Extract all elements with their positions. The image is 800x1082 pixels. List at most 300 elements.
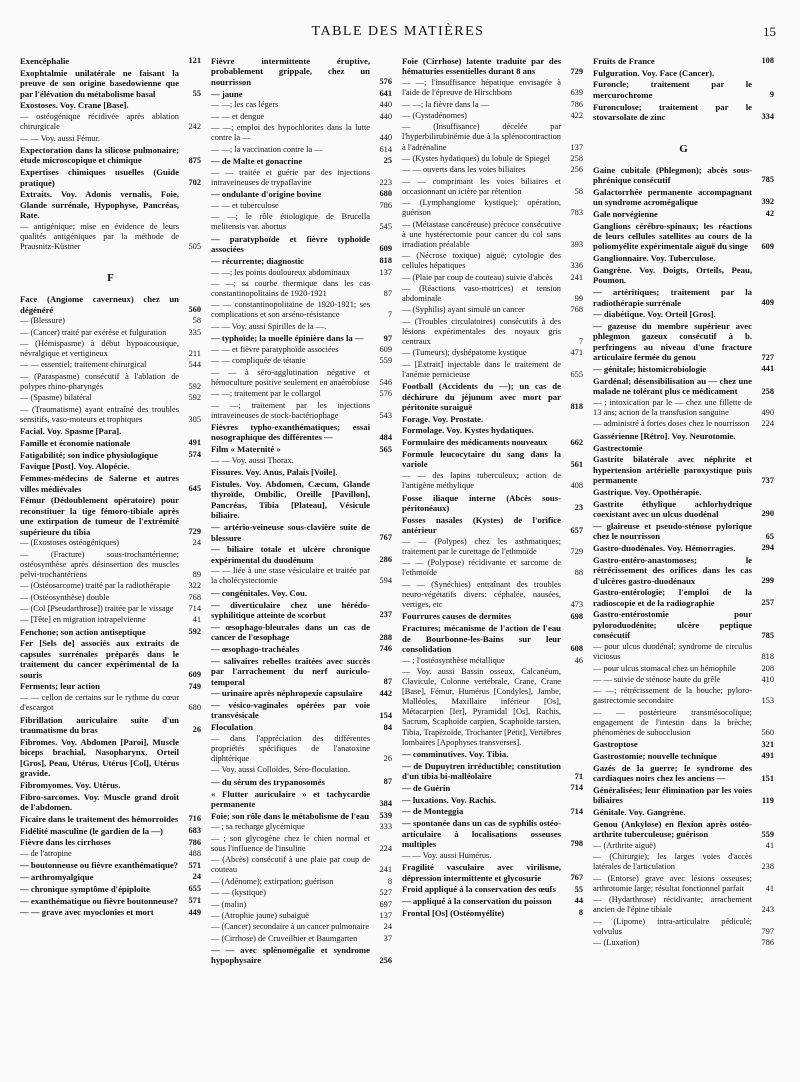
entry-text: Gastro-duodénales. Voy. Hémorragies. [593, 542, 736, 553]
entry-page: 785 [761, 175, 774, 185]
entry-text: Ganglionnaire. Voy. Tuberculose. [593, 253, 716, 264]
entry-page: 544 [188, 360, 201, 370]
entry-text: — récurrente; diagnostic [211, 255, 304, 266]
entry-text: — (Kystes hydatiques) du lobule de Spiegel [402, 153, 550, 163]
index-entry [211, 234, 392, 255]
index-entry [593, 852, 774, 872]
entry-page: 8 [387, 876, 392, 886]
entry-text: — (Abcès) consécutif à une plaie par coup de couteau [211, 855, 370, 875]
index-entry [211, 168, 392, 188]
entry-text: — diverticulaire chez une hérédo-syphilitique atteinte de scorbut [211, 599, 370, 621]
entry-page: 25 [383, 156, 392, 166]
index-column-1 [20, 56, 201, 1064]
entry-text: Floculation [211, 722, 253, 733]
index-entry [402, 884, 583, 894]
entry-text: Ferments; leur action [20, 681, 100, 692]
entry-page: 818 [379, 256, 392, 266]
entry-text: — (Cystadénomes) [402, 111, 467, 120]
entry-text: Fruits de France [593, 56, 655, 66]
entry-text: — Voy. aussi Colloïdes, Séro-floculation. [211, 765, 350, 775]
index-entry [211, 588, 392, 598]
index-entry [20, 627, 201, 637]
entry-page: 473 [570, 599, 583, 609]
index-entry [20, 837, 201, 847]
entry-page: 243 [761, 905, 774, 915]
index-entry [211, 700, 392, 721]
entry-text: — — (Polypes) chez les asthmatiques; traitement par le curettage de l'ethmoïde [402, 536, 561, 556]
index-entry [20, 405, 201, 425]
index-entry [402, 78, 583, 98]
entry-page: 37 [383, 933, 392, 943]
index-entry [211, 467, 392, 477]
entry-page: 224 [379, 843, 392, 853]
index-entry [20, 473, 201, 494]
index-entry [211, 566, 392, 586]
index-entry [20, 550, 201, 580]
index-entry [402, 100, 583, 110]
index-entry [211, 688, 392, 698]
entry-text: — de l'atropine [20, 848, 72, 858]
entry-page: 571 [188, 895, 201, 905]
section-letter: F [107, 272, 114, 285]
index-entry [593, 376, 774, 397]
index-entry [593, 807, 774, 817]
entry-page: 576 [379, 77, 392, 87]
entry-text: — administré à fortes doses chez le nourrisson [593, 419, 750, 429]
entry-page: 334 [761, 112, 774, 122]
entry-text: Gazés de la guerre; le syndrome des cardiaques noirs chez les anciens — [593, 762, 752, 784]
entry-text: — de Malte et gonacrine [211, 155, 303, 166]
index-entry [402, 437, 583, 447]
index-entry [593, 841, 774, 851]
entry-text: — salivaires rebelles traitées avec succès par l'arrachement du nerf auriculo-temporal [211, 655, 370, 687]
entry-text: Généralisées; leur élimination par les voies biliaires [593, 784, 752, 806]
entry-text: Fidélité masculine (le gardien de la —) [20, 825, 163, 836]
index-entry [211, 911, 392, 921]
entry-page: 242 [188, 122, 201, 132]
entry-text: — (Arthrite aiguë) [593, 840, 656, 850]
entry-text: Gangrène. Voy. Doigts, Orteils, Peau, Poumon. [593, 264, 752, 286]
entry-text: Fulguration. Voy. Face (Cancer). [593, 67, 715, 78]
entry-text: — chronique symptôme d'épiploïte [20, 883, 150, 894]
entry-text: Gastrostomie; nouvelle technique [593, 751, 717, 761]
entry-page: 87 [383, 777, 392, 787]
entry-page: 41 [765, 883, 774, 893]
entry-text: — — ouverts dans les voies biliaires [402, 165, 526, 175]
entry-page: 7 [578, 336, 583, 346]
entry-text: — pour ulcus duodénal; syndrome de circulus viciosus [593, 642, 752, 662]
index-entry [593, 265, 774, 286]
entry-page: 609 [379, 344, 392, 354]
entry-text: Gastrique. Voy. Opothérapie. [593, 486, 702, 497]
entry-text: Furoncle; traitement par le mercurochrome [593, 79, 752, 100]
entry-text: Face (Angiome caverneux) chez un dégénéré [20, 294, 179, 315]
index-entry [593, 443, 774, 453]
index-entry [402, 220, 583, 250]
entry-page: 491 [188, 438, 201, 448]
entry-text: — boutonneuse ou fièvre exanthématique? [20, 860, 179, 871]
entry-page: 288 [379, 632, 392, 642]
entry-text: Gale norvégienne [593, 208, 658, 219]
entry-text: — ; sa recharge glycémique [211, 822, 305, 832]
entry-text: — (Tumeurs); dyshépatome kystique [402, 348, 527, 358]
entry-text: — [Extrait] injectable dans le traitement de l'anémie pernicieuse [402, 359, 561, 379]
index-entry [593, 686, 774, 706]
index-entry [211, 300, 392, 320]
index-entry [20, 884, 201, 894]
entry-page: 608 [570, 644, 583, 654]
entry-text: — (Ostéosynthèse) double [20, 592, 110, 602]
index-entry [211, 112, 392, 122]
index-entry [211, 877, 392, 887]
index-entry [20, 593, 201, 603]
entry-text: Fibromes. Voy. Abdomen [Paroi], Muscle biceps brachial, Nasopharynx, Orteil [Gros], Peau, Utérus, Utérus [Col], Utérus gravide. [20, 736, 179, 779]
entry-page: 545 [379, 222, 392, 232]
entry-text: Gastrite éthylique achlorhydrique coexistant avec un ulcus duodénal [593, 498, 752, 520]
entry-page: 286 [379, 555, 392, 565]
entry-text: — paratyphoïde et fièvre typhoïde associées [211, 233, 370, 255]
index-entry [211, 479, 392, 521]
index-entry [20, 681, 201, 691]
entry-text: — biliaire totale et ulcère chronique expérimental du duodénum [211, 544, 370, 565]
index-entry [211, 145, 392, 155]
index-entry [211, 189, 392, 199]
index-entry [211, 922, 392, 932]
index-entry [593, 521, 774, 542]
entry-text: — (Cancer) traité par exérèse et fulguration [20, 327, 167, 337]
entry-page: 137 [379, 267, 392, 277]
index-entry [20, 715, 201, 736]
index-entry [593, 543, 774, 553]
entry-page: 241 [379, 865, 392, 875]
entry-page: 768 [570, 305, 583, 315]
index-entry [593, 895, 774, 915]
entry-page: 818 [761, 652, 774, 662]
index-entry [211, 811, 392, 821]
entry-text: — —; le rôle étiologique de Brucella melitensis var. abortus [211, 212, 370, 232]
index-entry [402, 317, 583, 347]
entry-text: — (Lymphangiome kystique); opération, guérison [402, 198, 561, 218]
entry-text: Extraits. Voy. Adonis vernalis, Foie, Glande surrénale, Hypophyse, Pancréas, Rate. [20, 189, 179, 221]
index-entry [593, 165, 774, 186]
index-entry [211, 934, 392, 944]
index-entry [593, 664, 774, 674]
entry-text: — — grave avec myoclonies et mort [20, 907, 154, 918]
entry-page: 393 [570, 239, 583, 249]
entry-page: 384 [379, 799, 392, 809]
entry-page: 505 [188, 242, 201, 252]
entry-page: 527 [379, 888, 392, 898]
entry-text: — (Chirurgie); les larges voies d'accès latérales de l'articulation [593, 852, 752, 872]
index-entry [211, 544, 392, 565]
entry-text: — du sérum des trypanosomés [211, 776, 325, 787]
index-entry [402, 471, 583, 491]
entry-text: — — constantinopolitaine de 1920-1921; ses complications et son arséno-résistance [211, 300, 370, 320]
entry-text: Ganglions cérébro-spinaux; les réactions de leurs cellules satellites au cours de la poliomyélite expérimentale aiguë du singe [593, 220, 752, 252]
entry-page: 58 [192, 316, 201, 326]
entry-page: 488 [188, 848, 201, 858]
index-entry [20, 294, 201, 315]
index-entry [402, 749, 583, 759]
entry-page: 614 [379, 144, 392, 154]
index-entry [593, 917, 774, 937]
entry-page: 24 [192, 538, 201, 548]
entry-page: 727 [761, 352, 774, 362]
entry-text: — luxations. Voy. Rachis. [402, 794, 497, 805]
index-entry [402, 122, 583, 152]
index-entry [402, 783, 583, 793]
entry-text: « Flutter auriculaire » et tachycardie permanente [211, 788, 370, 809]
entry-page: 87 [383, 289, 392, 299]
entry-text: — diabétique. Voy. Orteil [Gros]. [593, 309, 716, 320]
entry-page: 471 [570, 348, 583, 358]
index-entry [20, 112, 201, 132]
index-entry [402, 381, 583, 412]
entry-text: — (Ostéosarcome) traité par la radiothérapie [20, 581, 170, 591]
entry-page: 211 [188, 349, 201, 359]
entry-page: 818 [570, 402, 583, 412]
entry-text: — (Exostoses ostéogéniques) [20, 538, 120, 548]
entry-page: 335 [188, 327, 201, 337]
entry-text: Formolage. Voy. Kystes hydatiques. [402, 425, 534, 436]
entry-page: 71 [574, 771, 583, 781]
entry-text: Fer [Sels de] associés aux extraits de capsules surrénales préparés dans le traitement du cancer expérimental de la souris [20, 638, 179, 680]
entry-page: 290 [761, 509, 774, 519]
entry-text: Fatigabilité; son indice physiologique [20, 449, 158, 460]
entry-page: 410 [761, 674, 774, 684]
entry-page: 24 [192, 872, 201, 882]
index-entry [593, 321, 774, 363]
index-entry [211, 333, 392, 343]
entry-text: Génitale. Voy. Gangrène. [593, 807, 686, 818]
entry-page: 224 [761, 419, 774, 429]
index-entry [211, 89, 392, 99]
entry-page: 208 [761, 663, 774, 673]
index-entry [211, 256, 392, 266]
entry-text: — œsophago-bleurales dans un cas de cancer de l'œsophage [211, 621, 370, 643]
entry-page: 559 [761, 829, 774, 839]
index-entry [402, 273, 583, 283]
entry-page: 609 [379, 244, 392, 254]
entry-page: 786 [188, 837, 201, 847]
index-entry [211, 734, 392, 764]
index-entry [402, 515, 583, 536]
entry-page: 714 [188, 603, 201, 613]
entry-page: 9 [769, 90, 774, 100]
index-entry [20, 814, 201, 824]
entry-text: — (Hydarthrose) récidivante; arrachement ancien de l'épine tibiale [593, 895, 752, 915]
entry-page: 786 [761, 938, 774, 948]
index-entry [20, 826, 201, 836]
entry-page: 767 [379, 532, 392, 542]
entry-text: — antigénique; mise en évidence de leurs qualités antigéniques par la méthode de Prausnitz-Küstner [20, 221, 179, 252]
entry-text: — (Cancer) secondaire à un cancer pulmonaire [211, 922, 370, 932]
index-column-4 [593, 56, 774, 1064]
entry-page: 8 [578, 908, 583, 918]
index-entry [20, 339, 201, 359]
entry-page: 592 [188, 381, 201, 391]
index-entry [593, 68, 774, 78]
index-entry [20, 792, 201, 813]
entry-page: 55 [574, 884, 583, 894]
entry-text: Fièvres typho-exanthématiques; essai nosographique des différentes — [211, 422, 370, 443]
index-entry [593, 819, 774, 840]
entry-text: Fibro-sarcomes. Voy. Muscle grand droit de l'abdomen. [20, 791, 179, 813]
entry-text: Gardénal; désensibilisation au — chez une malade ne tolérant plus ce médicament [593, 375, 752, 397]
index-entry [211, 422, 392, 443]
entry-page: 154 [379, 710, 392, 720]
entry-page: 576 [379, 389, 392, 399]
entry-text: — — traitée et guérie par des injections intraveineuses de trypaflavine [211, 167, 370, 187]
entry-page: 153 [761, 696, 774, 706]
entry-text: — œsophago-trachéales [211, 643, 300, 654]
entry-text: Fragilité vasculaire avec virilisme, dépression intermittente et glycosurie [402, 862, 561, 883]
entry-text: — (Col [Pseudarthrose]) traitée par le vissage [20, 603, 174, 613]
index-entry [402, 360, 583, 380]
index-entry [211, 212, 392, 232]
entry-page: 336 [570, 261, 583, 271]
entry-text: — [Tête] en migration intrapelvienne [20, 615, 146, 625]
entry-text: Facial. Voy. Spasme [Para]. [20, 426, 122, 437]
index-entry [593, 56, 774, 66]
entry-text: — (malin) [211, 899, 247, 909]
entry-page: 786 [570, 99, 583, 109]
index-entry [402, 851, 583, 861]
entry-page: 594 [379, 576, 392, 586]
entry-page: 305 [188, 414, 201, 424]
entry-page: 26 [383, 754, 392, 764]
entry-page: 26 [192, 725, 201, 735]
entry-text: — génitale; histomicrobiologie [593, 364, 707, 375]
entry-page: 108 [761, 56, 774, 66]
index-entry [211, 622, 392, 643]
entry-page: 785 [761, 630, 774, 640]
entry-page: 258 [761, 386, 774, 396]
entry-text: Fissures. Voy. Anus, Palais [Voile]. [211, 467, 338, 478]
entry-text: — ; intoxication par le — chez une fillette de 13 ans; action de la transfusion sanguine [593, 397, 752, 418]
entry-text: — (Blessure) [20, 316, 65, 326]
index-entry [20, 222, 201, 252]
index-entry [402, 165, 583, 175]
entry-text: Fourrures causes de dermites [402, 611, 512, 622]
index-entry [593, 221, 774, 252]
entry-text: — —; sa courbe thermique dans les cas constantinopolitains de 1920-1921 [211, 278, 370, 299]
index-entry [593, 102, 774, 123]
entry-text: — — liée à une stase vésiculaire et traitée par la cholécystectomie [211, 566, 370, 586]
index-entry [20, 393, 201, 403]
index-entry [593, 642, 774, 662]
index-entry [20, 328, 201, 338]
entry-text: Exostoses. Voy. Crane [Base]. [20, 100, 129, 111]
index-entry [20, 780, 201, 790]
entry-text: Famille et économie nationale [20, 437, 131, 448]
entry-page: 546 [379, 377, 392, 387]
index-entry [593, 454, 774, 485]
entry-page: 662 [570, 437, 583, 447]
index-entry [211, 855, 392, 875]
entry-page: 449 [188, 907, 201, 917]
entry-page: 875 [188, 155, 201, 165]
entry-page: 46 [574, 655, 583, 665]
entry-page: 574 [188, 449, 201, 459]
index-entry [20, 100, 201, 110]
page-title: TABLE DES MATIÈRES [311, 24, 485, 39]
entry-text: — (Plaie par coup de couteau) suivie d'abcès [402, 272, 553, 282]
entry-page: 746 [379, 644, 392, 654]
entry-text: — exanthématique ou fièvre boutonneuse? [20, 895, 179, 906]
entry-text: Gassérienne [Rétro]. Voy. Neurotomie. [593, 430, 736, 441]
entry-page: 561 [570, 459, 583, 469]
index-entry [20, 68, 201, 99]
entry-page: 680 [379, 189, 392, 199]
entry-text: — (Hémispasme) à début hypoacousique, névralgique et vertigineux [20, 339, 179, 359]
index-entry [593, 398, 774, 418]
index-entry [593, 487, 774, 497]
entry-text: — — Voy. aussi Thorax. [211, 455, 294, 465]
entry-page: 65 [765, 531, 774, 541]
index-entry [593, 751, 774, 761]
index-entry [211, 279, 392, 299]
entry-page: 422 [570, 111, 583, 120]
index-column-2 [211, 56, 392, 1064]
index-entry [20, 426, 201, 436]
index-entry [20, 372, 201, 392]
entry-page: 333 [379, 822, 392, 832]
index-entry [593, 785, 774, 806]
index-entry [211, 345, 392, 355]
entry-page: 571 [188, 860, 201, 870]
index-entry [211, 656, 392, 687]
entry-text: — artério-veineuse sous-clavière suite de blessure [211, 522, 370, 543]
entry-text: — —; les points douloureux abdominaux [211, 267, 350, 277]
entry-text: — — et dengue [211, 111, 265, 121]
entry-text: — — Voy. aussi Humérus. [402, 850, 492, 860]
index-entry [211, 522, 392, 543]
index-entry [211, 765, 392, 775]
entry-text: Fibromyomes. Voy. Utérus. [20, 779, 121, 790]
entry-page: 256 [570, 165, 583, 175]
entry-text: — gazeuse du membre supérieur avec phlegmon gazeux consécutif à b. perfringens au niveau d'une fracture articulaire fermée du genou [593, 321, 752, 363]
entry-text: Formule leucocytaire du sang dans la variole [402, 448, 561, 470]
index-entry [593, 309, 774, 319]
index-entry [402, 56, 583, 77]
entry-page: 42 [765, 209, 774, 219]
entry-page: 440 [379, 133, 392, 143]
entry-page: 441 [761, 364, 774, 374]
index-entry [211, 389, 392, 399]
entry-text: — — avec splénomégalie et syndrome hypophysaire [211, 945, 370, 966]
index-entry [211, 888, 392, 898]
index-entry [593, 364, 774, 374]
entry-page: 609 [188, 670, 201, 680]
section-letter: G [679, 142, 688, 155]
entry-page: 84 [383, 722, 392, 732]
index-entry [402, 414, 583, 424]
entry-page: 798 [570, 839, 583, 849]
index-entry [402, 806, 583, 816]
entry-text: — congénitales. Voy. Cou. [211, 587, 308, 598]
entry-page: 258 [570, 153, 583, 163]
index-entry [211, 822, 392, 832]
index-entry [211, 201, 392, 211]
index-columns [20, 56, 774, 1064]
index-entry [20, 737, 201, 779]
index-entry [20, 189, 201, 220]
entry-page: 543 [379, 410, 392, 420]
entry-page: 655 [570, 369, 583, 379]
entry-page: 322 [188, 581, 201, 591]
index-entry [20, 849, 201, 859]
